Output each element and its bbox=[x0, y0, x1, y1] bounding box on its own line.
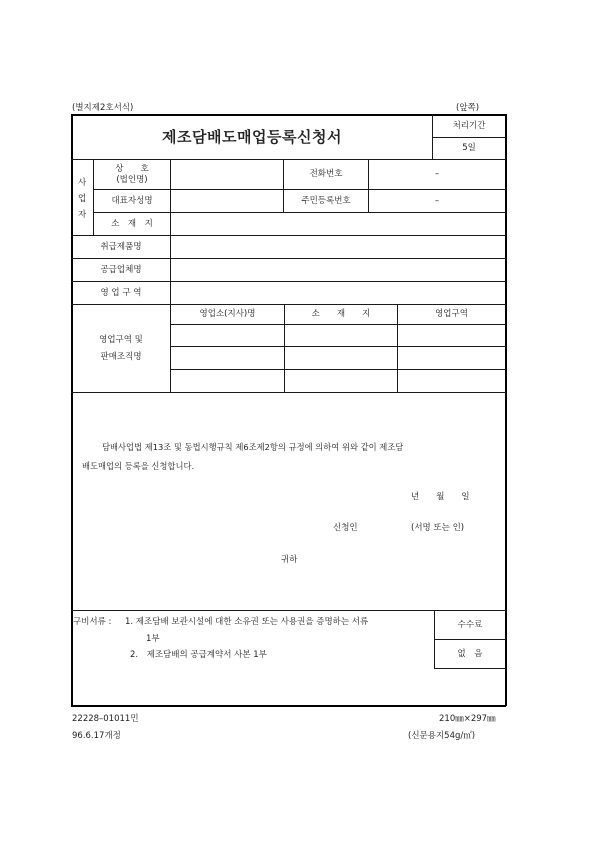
products-label: 취급제품명 bbox=[100, 241, 142, 252]
org-row-2-area[interactable] bbox=[398, 347, 505, 369]
applicant-label: 신청인 bbox=[333, 523, 358, 533]
front-side-label: (앞쪽) bbox=[456, 103, 480, 113]
processing-period-label: 처리기간 bbox=[452, 120, 486, 131]
applicant-group-label-1: 사 bbox=[78, 178, 87, 188]
sales-area-label: 영 업 구 역 bbox=[100, 287, 142, 298]
paper-size: 210㎜×297㎜ bbox=[439, 714, 496, 724]
sales-area-field[interactable] bbox=[171, 282, 505, 304]
phone-number-field[interactable]: – bbox=[434, 169, 440, 180]
fee-value: 없 음 bbox=[457, 648, 483, 659]
resident-registration-field[interactable]: – bbox=[434, 195, 440, 206]
resident-registration-label: 주민등록번호 bbox=[301, 195, 351, 206]
application-statement-line2: 배도매업의 등록을 신청합니다. bbox=[82, 461, 195, 471]
company-name-field[interactable] bbox=[171, 160, 283, 189]
divider bbox=[71, 392, 506, 393]
branch-location-header: 소 재 지 bbox=[311, 309, 371, 320]
required-doc-1-line1: 1. 제조담배 보관시설에 대한 소유권 또는 사용권을 증명하는 서류 bbox=[125, 617, 369, 627]
border-right bbox=[505, 114, 507, 706]
company-name-sub-label: (법인명) bbox=[116, 174, 148, 185]
org-row-1-location[interactable] bbox=[285, 325, 397, 346]
form-number-label: (별지제2호서식) bbox=[72, 103, 134, 113]
phone-number-label: 전화번호 bbox=[309, 169, 343, 180]
org-row-1-area[interactable] bbox=[398, 325, 505, 346]
org-row-3-location[interactable] bbox=[285, 370, 397, 392]
fee-label: 수수료 bbox=[457, 619, 483, 630]
branch-name-header: 영업소(지사)명 bbox=[199, 309, 256, 320]
org-row-3-name[interactable] bbox=[171, 370, 284, 392]
representative-name-label: 대표자성명 bbox=[111, 195, 153, 206]
signature-label: (서명 또는 인) bbox=[411, 523, 465, 533]
revision-date: 96.6.17개정 bbox=[72, 731, 121, 741]
required-docs-label: 구비서류 : bbox=[73, 617, 112, 627]
company-name-label bbox=[94, 160, 170, 189]
org-row-2-location[interactable] bbox=[285, 347, 397, 369]
org-row-1-name[interactable] bbox=[171, 325, 284, 346]
applicant-group-label-3: 자 bbox=[78, 210, 87, 220]
divider bbox=[434, 668, 506, 669]
application-statement-line1: 담배사업법 제13조 및 동법시행규칙 제6조제2항의 규정에 의하여 위와 같이 제조담 bbox=[102, 442, 404, 452]
representative-name-field[interactable] bbox=[171, 190, 283, 212]
applicant-group-label-2: 업 bbox=[78, 194, 87, 204]
form-code: 22228–01011민 bbox=[72, 714, 139, 724]
sales-org-label bbox=[72, 305, 170, 392]
org-row-3-area[interactable] bbox=[398, 370, 505, 392]
sales-org-label-line2: 판매조직명 bbox=[100, 351, 142, 362]
company-name-label-text: 상 호 bbox=[115, 163, 149, 174]
branch-area-header: 영업구역 bbox=[435, 309, 468, 320]
supplier-field[interactable] bbox=[171, 259, 505, 281]
required-doc-2: 2. 제조담배의 공급계약서 사본 1부 bbox=[130, 650, 267, 660]
paper-type: (신문용지54g/㎡) bbox=[408, 731, 476, 741]
form-title: 제조담배도매업등록신청서 bbox=[162, 127, 342, 146]
supplier-label: 공급업체명 bbox=[100, 264, 142, 275]
required-doc-1-line2: 1부 bbox=[146, 634, 160, 644]
sales-org-label-line1: 영업구역 및 bbox=[99, 334, 143, 345]
date-line: 년 월 일 bbox=[411, 492, 470, 502]
border-bottom bbox=[71, 705, 506, 707]
recipient-label: 귀하 bbox=[281, 555, 298, 565]
products-field[interactable] bbox=[171, 236, 505, 258]
processing-period-value: 5일 bbox=[462, 143, 476, 154]
org-row-2-name[interactable] bbox=[171, 347, 284, 369]
address-field[interactable] bbox=[171, 213, 505, 235]
address-label: 소 재 지 bbox=[111, 218, 153, 229]
